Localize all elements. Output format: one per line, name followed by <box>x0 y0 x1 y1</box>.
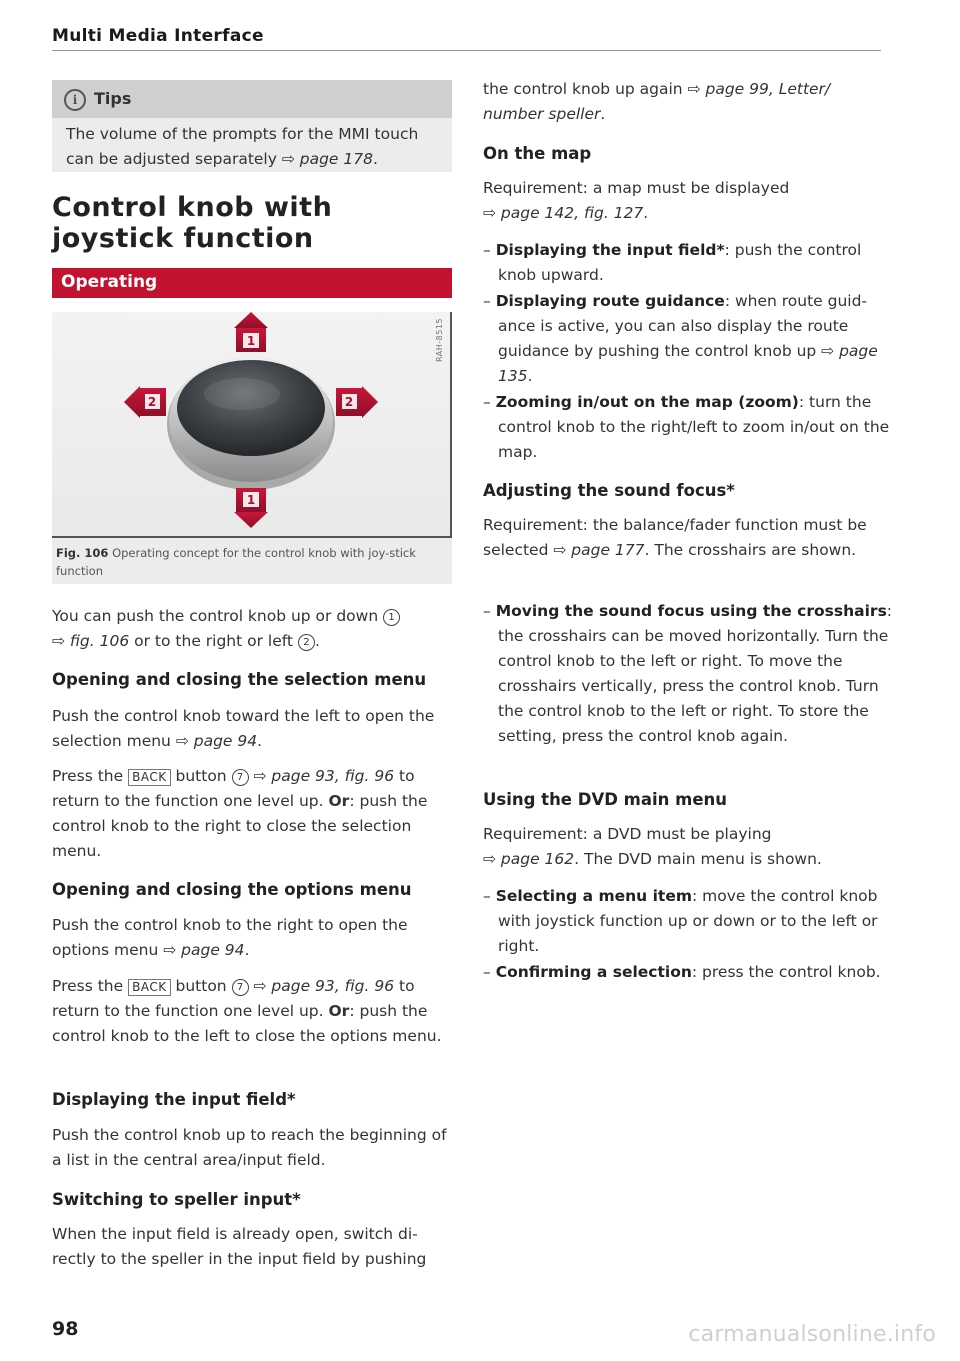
back-key: BACK <box>128 769 170 786</box>
callout-7: 7 <box>232 769 249 786</box>
page-reference[interactable]: ⇨ page 94 <box>175 732 258 750</box>
list-item: – Displaying the input field*: push the control knob upward. <box>483 241 862 284</box>
heading-input-field: Displaying the input field* <box>52 1090 296 1109</box>
tips-box <box>52 80 452 172</box>
heading-on-the-map: On the map <box>483 144 592 163</box>
page-reference[interactable]: ⇨ page 94 <box>163 941 245 959</box>
marker-right: 2 <box>344 395 354 409</box>
marker-left: 2 <box>147 395 157 409</box>
options-menu-paragraph: Push the control knob to the right to open the options menu ⇨ page 94. <box>52 916 408 959</box>
page-reference[interactable]: ⇨ page 162 <box>483 850 575 868</box>
figure-code: RAH-8515 <box>435 318 444 362</box>
list-item: – Zooming in/out on the map (zoom): turn the control knob to the right/left to zoom in/out on the map. <box>483 393 890 461</box>
page-number: 98 <box>52 1318 79 1340</box>
section-bar <box>52 268 452 298</box>
sound-focus-requirement: Requirement: the balance/fader function must be selected ⇨ page 177. The crosshairs are shown. <box>483 516 867 559</box>
marker-up: 1 <box>246 334 256 348</box>
tips-bar <box>52 80 452 118</box>
watermark: carmanualsonline.info <box>688 1322 936 1347</box>
knob <box>167 358 335 490</box>
callout-7: 7 <box>232 979 249 996</box>
header-rule <box>52 50 881 51</box>
page-reference[interactable]: ⇨ page 93, fig. 96 <box>248 977 395 995</box>
back-button-paragraph-2: Press the BACK button 7 ⇨ page 93, fig. 96 to return to the function one level up. Or: push the control knob to the left to close the options menu. <box>52 977 442 1045</box>
page-header-title: Multi Media Interface <box>52 26 264 46</box>
page-reference[interactable]: ⇨ page 93, fig. 96 <box>248 767 395 785</box>
back-key: BACK <box>128 979 170 996</box>
intro-paragraph: You can push the control knob up or down 1 ⇨ fig. 106 or to the right or left 2 . <box>52 604 452 654</box>
heading-dvd-menu: Using the DVD main menu <box>483 790 728 809</box>
heading-options-menu: Opening and closing the options menu <box>52 880 412 899</box>
page-reference[interactable]: ⇨ page 177 <box>553 541 645 559</box>
callout-2: 2 <box>298 634 315 651</box>
arrow-right-icon <box>336 386 378 418</box>
list-item: – Displaying route guidance: when route guid-ance is active, you can also display the route guidance by pushing the control knob up ⇨ page 135. <box>483 292 878 385</box>
figure-caption-box <box>52 538 452 584</box>
speller-paragraph: When the input field is already open, switch di-rectly to the speller in the input field by pushing <box>52 1225 427 1268</box>
list-item: – Selecting a menu item: move the control knob with joystick function up or down or to the left or right. <box>483 887 878 955</box>
list-item: – Confirming a selection: press the control knob. <box>483 963 881 981</box>
speller-continued-paragraph: the control knob up again ⇨ page 99, Letter/ number speller. <box>483 80 831 123</box>
tips-label: Tips <box>94 89 132 108</box>
marker-down: 1 <box>246 493 256 507</box>
section-bar-label: Operating <box>61 272 158 292</box>
control-knob-illustration <box>52 312 450 536</box>
page-reference[interactable]: ⇨ page 135 <box>498 342 878 385</box>
info-icon: i <box>64 89 86 111</box>
heading-sound-focus: Adjusting the sound focus* <box>483 481 735 500</box>
heading-selection-menu: Opening and closing the selection menu <box>52 670 427 689</box>
heading-speller-input: Switching to speller input* <box>52 1190 301 1209</box>
figure-caption: Fig. 106 Operating concept for the control knob with joy-stick function <box>56 546 416 578</box>
page-reference[interactable]: ⇨ page 142, fig. 127 <box>483 204 644 222</box>
figure-joystick <box>52 312 452 538</box>
page-reference[interactable]: ⇨ page 178 <box>281 150 373 168</box>
selection-menu-paragraph: Push the control knob toward the left to open the selection menu ⇨ page 94. <box>52 707 435 750</box>
map-requirement: Requirement: a map must be displayed ⇨ page 142, fig. 127. <box>483 179 790 222</box>
input-field-paragraph: Push the control knob up to reach the beginning of a list in the central area/input field. <box>52 1126 447 1169</box>
arrow-left-icon <box>124 386 166 418</box>
back-button-paragraph: Press the BACK button 7 ⇨ page 93, fig. 96 to return to the function one level up. Or: push the control knob to the right to close the selection menu. <box>52 767 428 860</box>
callout-1: 1 <box>383 609 400 626</box>
section-title: Control knob with joystick function <box>52 192 333 254</box>
page-reference[interactable]: ⇨ page 99, Letter/ number speller <box>483 80 831 123</box>
tips-text: The volume of the prompts for the MMI touch can be adjusted separately ⇨ page 178. <box>66 125 419 168</box>
list-item: – Moving the sound focus using the crosshairs: the crosshairs can be moved horizontally. Turn the control knob to the left or right. To move the crosshairs vertically, press the control knob. Turn the control knob to the left or right. To store the setting, press the control knob again. <box>483 602 893 745</box>
dvd-requirement: Requirement: a DVD must be playing ⇨ page 162. The DVD main menu is shown. <box>483 825 822 868</box>
figure-reference[interactable]: ⇨ fig. 106 <box>52 632 130 650</box>
